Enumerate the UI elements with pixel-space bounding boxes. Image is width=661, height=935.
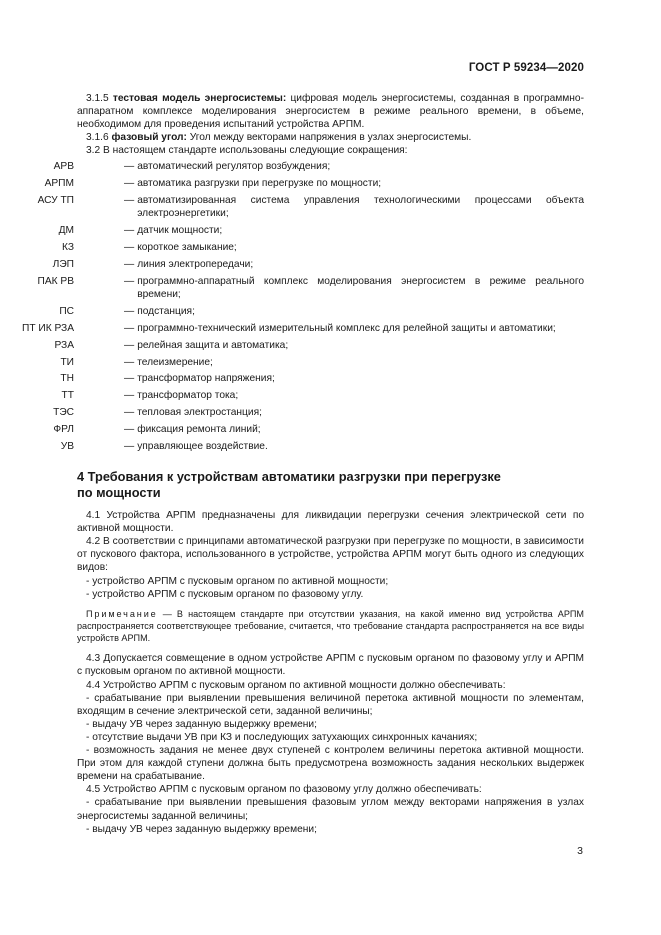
list-item: - срабатывание при выявлении превышения фазовым углом между векторами напряжения в узлах энергосистемы заданной величины; [77, 797, 584, 822]
abbreviation-dash: — [124, 424, 135, 436]
abbreviation-definition: датчик мощности; [137, 225, 223, 237]
term-definition: Угол между векторами напряжения в узлах энергосистемы. [186, 132, 472, 144]
abbreviation-row [22, 322, 584, 335]
abbreviation-term: ТН [60, 373, 74, 385]
abbreviation-row [60, 372, 584, 385]
note [77, 608, 584, 645]
abbreviation-definition: автоматика разгрузки при перегрузке по мощности; [137, 178, 382, 190]
abbreviation-dash: — [124, 441, 135, 453]
page-content [22, 92, 584, 836]
abbreviation-row [60, 356, 584, 369]
list-item: - отсутствие выдачи УВ при КЗ и последующих затухающих синхронных качаниях; [86, 731, 478, 743]
abbreviation-row [58, 224, 584, 237]
abbreviation-definition: короткое замыкание; [137, 242, 237, 254]
list-item: - устройство АРПМ с пусковым органом по фазовому углу. [86, 588, 364, 600]
abbreviation-dash: — [124, 161, 135, 173]
paragraph-4-3: 4.3 Допускается совмещение в одном устройстве АРПМ с пусковым органом по фазовому углу и АРПМ с пусковым органом по активной мощности. [77, 653, 584, 678]
list-item: - выдачу УВ через заданную выдержку времени; [86, 718, 317, 730]
paragraph-3-1-6 [77, 131, 584, 144]
section-4-title: 4 Требования к устройствам автоматики разгрузки при перегрузке по мощности [77, 469, 501, 501]
abbreviation-dash: — [124, 407, 135, 419]
abbreviation-row [37, 275, 584, 301]
abbreviation-dash: — [124, 259, 135, 271]
abbreviation-term: ПАК РВ [37, 275, 74, 287]
abbreviation-definition: управляющее воздействие. [137, 441, 268, 453]
abbreviation-definition: трансформатор напряжения; [137, 373, 275, 385]
abbreviation-definition: телеизмерение; [137, 356, 213, 368]
abbreviation-term: ПТ ИК РЗА [22, 322, 74, 334]
abbreviation-row [52, 258, 584, 271]
list-item: - срабатывание при выявлении превышения величиной перетока активной мощности по элементам, входящим в сечение электрической сети, заданной величины; [77, 692, 584, 717]
abbreviation-dash: — [124, 242, 135, 254]
abbreviation-definition: программно-технический измерительный комплекс для релейной защиты и автоматики; [137, 322, 556, 334]
abbreviation-definition: релейная защита и автоматика; [137, 339, 289, 351]
abbreviation-definition: программно-аппаратный комплекс моделирования энергосистем в режиме реального времени; [137, 275, 584, 300]
list-item: - устройство АРПМ с пусковым органом по активной мощности; [86, 575, 389, 587]
abbreviation-dash: — [124, 305, 135, 317]
document-header: ГОСТ Р 59234—2020 [468, 62, 584, 74]
abbreviation-row [53, 160, 584, 173]
abbreviation-term: ТИ [60, 356, 74, 368]
abbreviation-row [61, 389, 584, 402]
abbreviation-term: КЗ [62, 242, 74, 254]
abbreviation-term: ДМ [58, 225, 74, 237]
paragraph-3-1-5 [77, 92, 584, 131]
abbreviation-term: ЛЭП [52, 259, 74, 271]
abbreviation-term: ФРЛ [53, 424, 74, 436]
paragraph-3-2: 3.2 В настоящем стандарте использованы следующие сокращения: [86, 145, 408, 157]
abbreviation-row [60, 440, 584, 453]
note-text: — В настоящем стандарте при отсутствии указания, на какой именно вид устройства АРПМ распространяется соответствующее требование, считается, что требование стандарта распространяется на все виды устройств АРПМ. [77, 608, 584, 644]
abbreviation-dash: — [124, 356, 135, 368]
abbreviation-term: АРВ [53, 161, 74, 173]
paragraph-4-1: 4.1 Устройства АРПМ предназначены для ликвидации перегрузки сечения электрической сети по активной мощности. [77, 510, 584, 535]
abbreviation-term: АРПМ [44, 178, 74, 190]
abbreviation-definition: подстанция; [137, 305, 195, 317]
abbreviation-row [54, 339, 584, 352]
clause-number: 3.1.6 [86, 132, 112, 144]
abbreviation-definition: тепловая электростанция; [137, 407, 262, 419]
abbreviation-definition: трансформатор тока; [137, 390, 239, 402]
abbreviation-row [37, 194, 584, 220]
abbreviation-list [22, 160, 584, 453]
abbreviation-dash: — [124, 225, 135, 237]
abbreviation-dash: — [124, 195, 135, 207]
abbreviation-definition: автоматический регулятор возбуждения; [137, 161, 331, 173]
term-name: тестовая модель энергосистемы: [112, 93, 287, 104]
abbreviation-definition: линия электропередачи; [137, 259, 254, 271]
abbreviation-term: ТЭС [53, 407, 74, 419]
abbreviation-term: УВ [60, 441, 74, 453]
abbreviation-dash: — [124, 339, 135, 351]
paragraph-4-5: 4.5 Устройство АРПМ с пусковым органом по фазовому углу должно обеспечивать: [86, 784, 482, 796]
abbreviation-dash: — [124, 390, 135, 402]
abbreviation-row [59, 305, 584, 318]
abbreviation-row [53, 406, 584, 419]
abbreviation-term: ПС [59, 305, 74, 317]
abbreviation-term: ТТ [61, 390, 74, 402]
note-label: Примечание [86, 608, 158, 619]
abbreviation-row [44, 177, 584, 190]
abbreviation-definition: автоматизированная система управления технологическими процессами объекта электроэнергетики; [137, 195, 584, 220]
paragraph-4-4: 4.4 Устройство АРПМ с пусковым органом по активной мощности должно обеспечивать: [86, 679, 506, 691]
abbreviation-term: АСУ ТП [37, 195, 74, 207]
abbreviation-dash: — [124, 373, 135, 385]
paragraph-4-2: 4.2 В соответствии с принципами автоматической разгрузки при перегрузке по мощности, в зависимости от пускового фактора, использованного в устройстве, устройства АРПМ могут быть одного из следующих видов: [77, 536, 584, 574]
clause-number: 3.1.5 [86, 93, 113, 104]
abbreviation-dash: — [124, 178, 135, 190]
abbreviation-dash: — [124, 275, 135, 287]
abbreviation-definition: фиксация ремонта линий; [137, 424, 261, 436]
page-number: 3 [577, 845, 583, 857]
abbreviation-term: РЗА [54, 339, 74, 351]
list-item: - выдачу УВ через заданную выдержку времени; [86, 823, 317, 835]
abbreviation-row [53, 423, 584, 436]
term-definition: цифровая модель энергосистемы, созданная в программно-аппаратном комплексе моделирования энергосистем в режиме реального времени, в объеме, необходимом для проведения испытаний устройства АРПМ. [77, 93, 584, 131]
term-name: фазовый угол: [111, 132, 187, 144]
abbreviation-row [62, 241, 584, 254]
list-item: - возможность задания не менее двух ступеней с контролем величины перетока активной мощности. При этом для каждой ступени должна быть предусмотрена возможность задания нескольких выдержек времени на срабатывание. [77, 745, 584, 783]
abbreviation-dash: — [124, 322, 135, 334]
